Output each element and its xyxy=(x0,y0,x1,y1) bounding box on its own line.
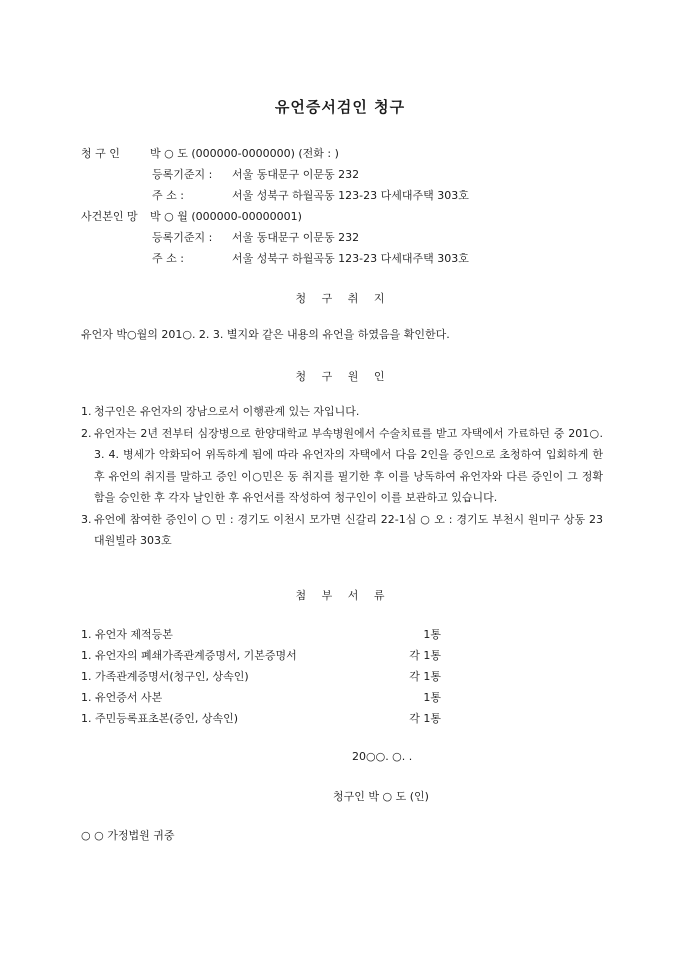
attachment-qty: 각 1통 xyxy=(409,712,441,725)
attachment-name: 1. 유언증서 사본 xyxy=(81,691,163,704)
signature-line: 청구인 박 ○ 도 (인) xyxy=(333,790,429,803)
attachment-name: 1. 유언자 제적등본 xyxy=(81,628,173,641)
court-addressee: ○ ○ 가정법원 귀중 xyxy=(81,829,175,842)
attachment-qty: 각 1통 xyxy=(409,649,441,662)
cause-item-number: 1. xyxy=(81,405,92,418)
cause-list xyxy=(81,401,603,552)
attachment-qty: 각 1통 xyxy=(409,670,441,683)
deceased-registry-label: 등록기준지 : xyxy=(152,231,213,244)
attachment-name: 1. 주민등록표초본(증인, 상속인) xyxy=(81,712,239,725)
cause-item xyxy=(81,509,603,552)
cause-item-number: 2. xyxy=(81,426,92,440)
claimant-address-label: 주 소 : xyxy=(152,189,184,202)
attachment-item xyxy=(81,668,441,688)
cause-heading: 청 구 원 인 xyxy=(295,370,385,383)
purpose-text: 유언자 박○월의 201○. 2. 3. 별지와 같은 내용의 유언을 하였음을 확인한다. xyxy=(81,328,450,341)
deceased-registry-value: 서울 동대문구 이문동 232 xyxy=(232,231,360,244)
attachment-name: 1. 가족관계증명서(청구인, 상속인) xyxy=(81,670,249,683)
attachment-item xyxy=(81,626,441,646)
cause-item-text: 청구인은 유언자의 장남으로서 이행관계 있는 자입니다. xyxy=(94,405,360,418)
cause-item-text: 유언자는 2년 전부터 심장병으로 한양대학교 부속병원에서 수술치료를 받고 자택에서 가료하던 중 201○. 3. 4. 병세가 악화되어 위독하게 됨에 따라 유언자의 자택에서 다음 2인을 증인으로 초청하여 입회하게 한 후 유언의 취지를 말하고 증인 이○민은 동 취지를 필기한 후 이를 낭독하여 유언자와 다른 증인이 그 정확함을 승인한 후 각자 날인한 후 유언서를 작성하여 청구인이 이를 보관하고 있습니다. xyxy=(94,426,603,504)
deceased-address-value: 서울 성북구 하월곡동 123-23 다세대주택 303호 xyxy=(232,252,469,265)
claimant-registry-value: 서울 동대문구 이문동 232 xyxy=(232,168,360,181)
attachment-item xyxy=(81,710,441,730)
attachments-heading: 첨 부 서 류 xyxy=(295,589,385,602)
claimant-name-line: 박 ○ 도 (000000-0000000) (전화 : ) xyxy=(150,147,339,160)
attachment-qty: 1통 xyxy=(423,691,441,704)
deceased-label: 사건본인 망 xyxy=(81,210,138,223)
attachment-name: 1. 유언자의 폐쇄가족관계증명서, 기본증명서 xyxy=(81,649,297,662)
attachment-item xyxy=(81,647,441,667)
purpose-heading: 청 구 취 지 xyxy=(295,292,385,305)
cause-item-text: 유언에 참여한 증인이 ○ 민 : 경기도 이천시 모가면 신갈리 22-1심 ○ 오 : 경기도 부천시 원미구 상동 23 대원빌라 303호 xyxy=(94,512,603,547)
cause-item xyxy=(81,401,603,423)
deceased-name-line: 박 ○ 월 (000000-00000001) xyxy=(150,210,302,223)
page-title: 유언증서검인 청구 xyxy=(274,98,406,116)
cause-item-number: 3. xyxy=(81,512,92,526)
claimant-label: 청 구 인 xyxy=(81,147,120,160)
attachment-item xyxy=(81,689,441,709)
claimant-address-value: 서울 성북구 하월곡동 123-23 다세대주택 303호 xyxy=(232,189,469,202)
filing-date: 20○○. ○. . xyxy=(352,750,413,763)
claimant-registry-label: 등록기준지 : xyxy=(152,168,213,181)
cause-item xyxy=(81,423,603,509)
attachment-qty: 1통 xyxy=(423,628,441,641)
deceased-address-label: 주 소 : xyxy=(152,252,184,265)
